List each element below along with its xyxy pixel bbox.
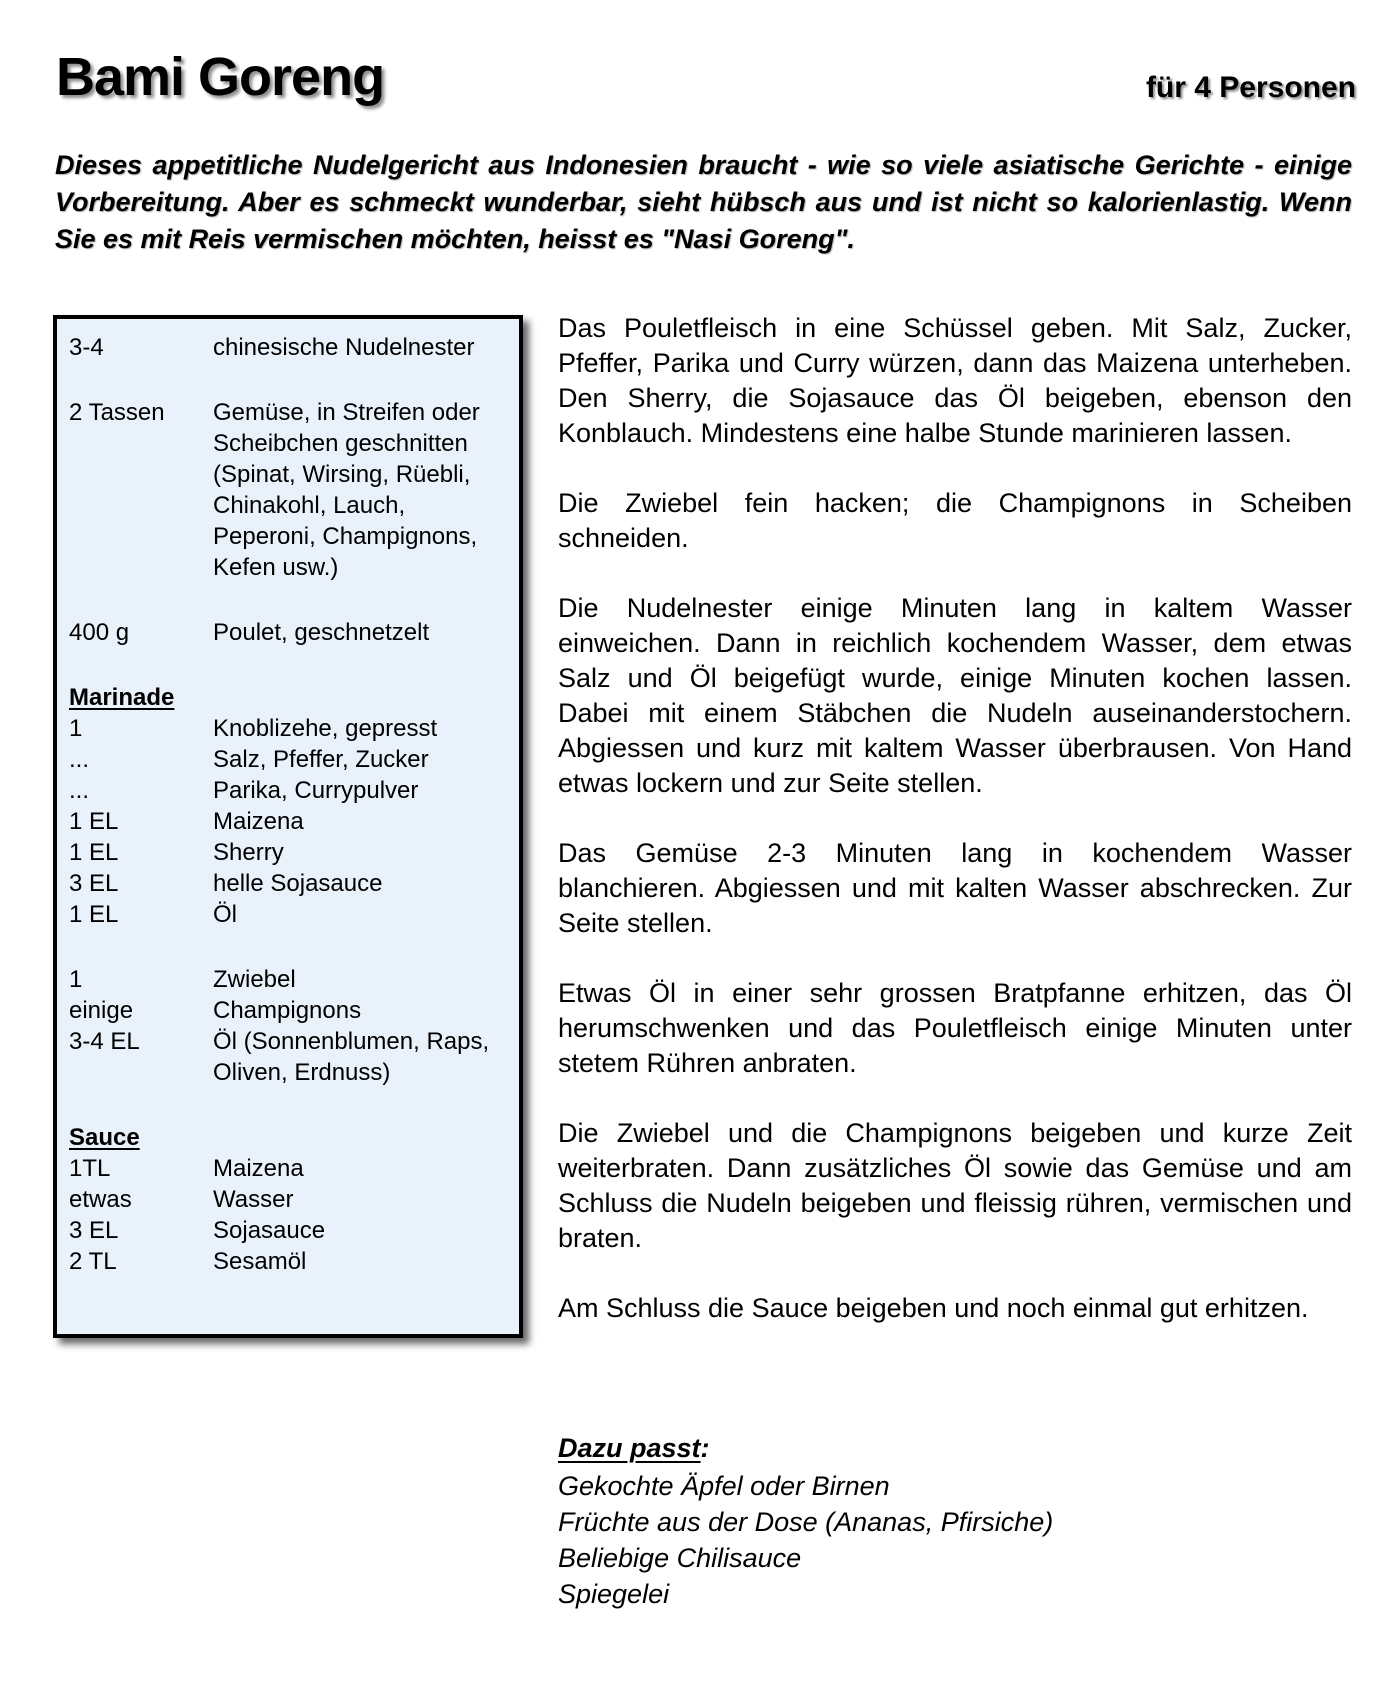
ingredient-row [69,1215,511,1246]
ingredient-qty: 1 EL [69,808,119,835]
ingredient-text: Salz, Pfeffer, Zucker [213,746,429,773]
ingredient-qty: 400 g [69,619,130,646]
ingredient-text: Wasser [213,1186,294,1213]
instructions-column [558,311,1352,1361]
ingredient-qty: 2 TL [69,1248,117,1275]
instruction-step: Die Nudelnester einige Minuten lang in kaltem Wasser einweichen. Dann in reichlich kochendem Wasser, dem etwas Salz und Öl beigefügt wurde, einige Minuten kochen lassen. Dabei mit einem Stäbchen die Nudeln auseinanderstochern. Abgiessen und kurz mit kaltem Wasser überbrausen. Von Hand etwas lockern und zur Seite stellen. [558,593,1352,798]
ingredient-text: helle Sojasauce [213,870,383,897]
ingredient-qty: 1 EL [69,901,119,928]
spacer [69,930,511,964]
ingredient-qty: 1 [69,966,83,993]
ingredient-qty: ... [69,746,90,773]
ingredient-qty: 1 [69,715,83,742]
suggestions-heading-text: Dazu passt [558,1433,701,1463]
suggestion-item: Beliebige Chilisauce [558,1543,802,1573]
ingredient-text: Öl (Sonnenblumen, Raps, Oliven, Erdnuss) [213,1028,490,1086]
suggestion-item: Spiegelei [558,1579,670,1609]
serving-suggestions [558,1430,1352,1612]
instruction-step: Die Zwiebel fein hacken; die Champignons in Scheiben schneiden. [558,488,1352,553]
ingredient-qty: etwas [69,1186,132,1213]
suggestion-item: Früchte aus der Dose (Ananas, Pfirsiche) [558,1507,1054,1537]
ingredient-qty: ... [69,777,90,804]
page-title: Bami Goreng [56,47,385,107]
ingredient-text: Champignons [213,997,362,1024]
ingredient-text: Zwiebel [213,966,296,993]
ingredients-box [53,315,523,1338]
ingredient-row [69,744,511,775]
marinade-heading: Marinade [69,684,175,711]
ingredient-row [69,617,511,648]
ingredient-row [69,964,511,995]
ingredient-row [69,1153,511,1184]
ingredient-text: Parika, Currypulver [213,777,419,804]
ingredient-row [69,899,511,930]
spacer [69,1088,511,1122]
ingredient-text: Poulet, geschnetzelt [213,619,430,646]
ingredient-text: Gemüse, in Streifen oder Scheibchen geschnitten (Spinat, Wirsing, Rüebli, Chinakohl, Lauch, Peperoni, Champignons, Kefen usw.) [213,399,480,581]
ingredient-row [69,775,511,806]
spacer [69,583,511,617]
spacer [69,363,511,397]
ingredient-text: Maizena [213,1155,304,1182]
ingredient-qty: einige [69,997,134,1024]
instruction-step: Das Pouletfleisch in eine Schüssel geben. Mit Salz, Zucker, Pfeffer, Parika und Curry würzen, dann das Maizena unterheben. Den Sherry, die Sojasauce das Öl beigeben, ebenson den Konblauch. Mindestens eine halbe Stunde marinieren lassen. [558,313,1352,448]
intro-paragraph: Dieses appetitliche Nudelgericht aus Indonesien braucht - wie so viele asiatische Gerichte - einige Vorbereitung. Aber es schmeckt wunderbar, sieht hübsch aus und ist nicht so kalorienlastig. Wenn Sie es mit Reis vermischen möchten, heisst es "Nasi Goreng". [55,150,1352,254]
ingredient-qty: 1TL [69,1155,111,1182]
suggestions-heading-colon: : [700,1433,710,1463]
serving-info: für 4 Personen [1145,71,1356,104]
ingredient-row [69,332,511,363]
ingredient-row [69,1026,511,1088]
ingredient-row [69,806,511,837]
ingredient-qty: 2 Tassen [69,399,165,426]
ingredient-text: Sesamöl [213,1248,307,1275]
ingredient-row [69,837,511,868]
ingredient-text: Knoblizehe, gepresst [213,715,438,742]
ingredient-qty: 1 EL [69,839,119,866]
ingredient-text: chinesische Nudelnester [213,334,475,361]
ingredient-row [69,397,511,583]
suggestions-heading [558,1430,1352,1466]
ingredient-qty: 3-4 EL [69,1028,140,1055]
ingredient-text: Sojasauce [213,1217,326,1244]
ingredient-row [69,1246,511,1277]
ingredient-row [69,995,511,1026]
instruction-step: Die Zwiebel und die Champignons beigeben und kurze Zeit weiterbraten. Dann zusätzliches Öl sowie das Gemüse und am Schluss die Nudeln beigeben und fleissig rühren, vermischen und braten. [558,1118,1352,1253]
ingredient-qty: 3 EL [69,870,119,897]
instruction-step: Am Schluss die Sauce beigeben und noch einmal gut erhitzen. [558,1293,1309,1323]
ingredient-row [69,713,511,744]
ingredient-text: Maizena [213,808,304,835]
ingredient-row [69,1184,511,1215]
instruction-step: Das Gemüse 2-3 Minuten lang in kochendem Wasser blanchieren. Abgiessen und mit kalten Wasser abschrecken. Zur Seite stellen. [558,838,1352,938]
sauce-heading: Sauce [69,1124,140,1151]
ingredient-row [69,868,511,899]
ingredient-qty: 3 EL [69,1217,119,1244]
suggestion-item: Gekochte Äpfel oder Birnen [558,1471,890,1501]
ingredient-qty: 3-4 [69,334,104,361]
ingredient-text: Sherry [213,839,284,866]
instruction-step: Etwas Öl in einer sehr grossen Bratpfanne erhitzen, das Öl herumschwenken und das Pouletfleisch einige Minuten unter stetem Rühren anbraten. [558,978,1352,1078]
ingredient-text: Öl [213,901,237,928]
spacer [69,648,511,682]
